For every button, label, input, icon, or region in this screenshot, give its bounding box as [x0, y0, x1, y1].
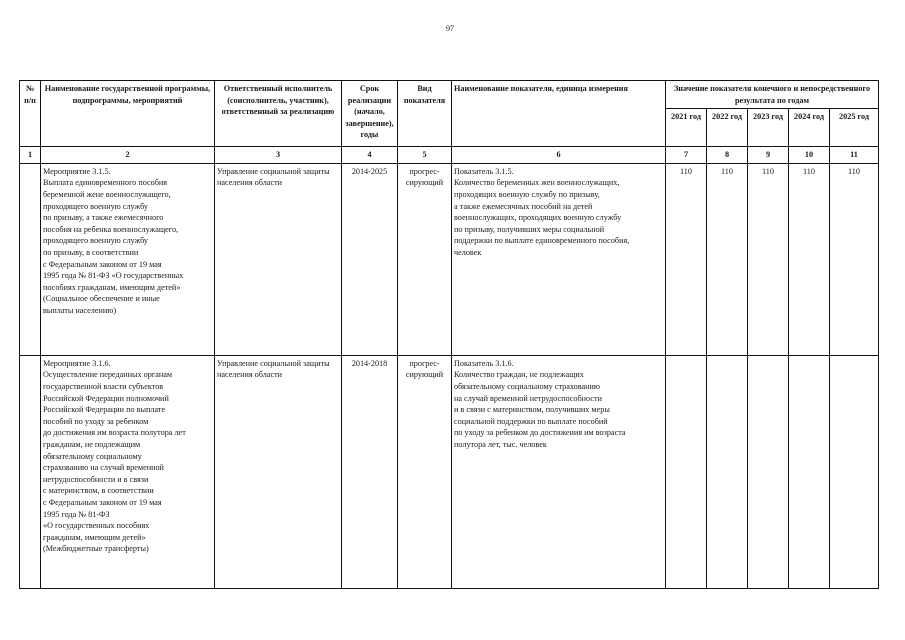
column-number: 6	[452, 147, 666, 164]
value-2024: 110	[789, 163, 830, 355]
indicators-table	[19, 80, 879, 589]
indicator-kind: прогрес-сирующий	[398, 163, 452, 355]
value-2022: 110	[707, 163, 748, 355]
measure-name: Мероприятие 3.1.5. Выплата единовременного пособия беременной жене военнослужащего, проходящего военную службу по призыву, а также ежемесячного пособия на ребенка военнослужащего, проходящего военную службу по призыву, в соответствии с Федеральным законом от 19 мая 1995 года № 81-ФЗ «О государственных пособиях гражданам, имеющим детей» (Социальное обеспечение и иные выплаты населению)	[41, 163, 215, 355]
value-2024	[789, 355, 830, 588]
value-2022	[707, 355, 748, 588]
column-number: 4	[342, 147, 398, 164]
responsible-executor: Управление социальной защиты населения области	[215, 355, 342, 588]
row-num	[20, 163, 41, 355]
header-kind: Вид показателя	[398, 81, 452, 147]
header-executor: Ответственный исполнитель (соисполнитель, участник), ответственный за реализацию	[215, 81, 342, 147]
column-number: 3	[215, 147, 342, 164]
column-number: 9	[748, 147, 789, 164]
header-year-2021: 2021 год	[666, 109, 707, 147]
header-year-2023: 2023 год	[748, 109, 789, 147]
indicator-kind: прогрес-сирующий	[398, 355, 452, 588]
column-number: 1	[20, 147, 41, 164]
indicator-name: Показатель 3.1.5. Количество беременных жен военнослужащих, проходящих военную службу по призыву, а также ежемесячных пособий на детей военнослужащих, проходящих военную службу по призыву, получивших меры социальной поддержки по выплате единовременного пособия, человек	[452, 163, 666, 355]
implementation-term: 2014-2025	[342, 163, 398, 355]
page-number: 97	[446, 24, 454, 33]
header-year-2025: 2025 год	[830, 109, 879, 147]
column-number: 2	[41, 147, 215, 164]
header-indicator: Наименование показателя, единица измерения	[452, 81, 666, 147]
header-name: Наименование государственной программы, подпрограммы, мероприятий	[41, 81, 215, 147]
implementation-term: 2014-2018	[342, 355, 398, 588]
header-value-group: Значение показателя конечного и непосредственного результата по годам	[666, 81, 879, 109]
table-row	[20, 355, 879, 588]
value-2025	[830, 355, 879, 588]
header-num: № п/п	[20, 81, 41, 147]
responsible-executor: Управление социальной защиты населения области	[215, 163, 342, 355]
table-row	[20, 163, 879, 355]
header-year-2022: 2022 год	[707, 109, 748, 147]
header-term: Срок реализации (начало, завершение), годы	[342, 81, 398, 147]
column-number: 5	[398, 147, 452, 164]
value-2025: 110	[830, 163, 879, 355]
row-num	[20, 355, 41, 588]
column-number: 10	[789, 147, 830, 164]
indicator-name: Показатель 3.1.6. Количество граждан, не подлежащих обязательному социальному страхованию на случай временной нетрудоспособности и в связи с материнством, получивших меры социальной поддержки по выплате пособий по уходу за ребенком до достижения им возраста полутора лет, тыс. человек	[452, 355, 666, 588]
value-2023: 110	[748, 163, 789, 355]
column-number: 8	[707, 147, 748, 164]
value-2021: 110	[666, 163, 707, 355]
value-2021	[666, 355, 707, 588]
column-number: 11	[830, 147, 879, 164]
column-number: 7	[666, 147, 707, 164]
value-2023	[748, 355, 789, 588]
measure-name: Мероприятие 3.1.6. Осуществление переданных органам государственной власти субъектов Российской Федерации полномочий Российской Федерации по выплате пособий по уходу за ребенком до достижения им возраста полутора лет гражданам, не подлежащим обязательному социальному страхованию на случай временной нетрудоспособности и в связи с материнством, в соответствии с Федеральным законом от 19 мая 1995 года № 81-ФЗ «О государственных пособиях гражданам, имеющим детей» (Межбюджетные трансферты)	[41, 355, 215, 588]
header-year-2024: 2024 год	[789, 109, 830, 147]
